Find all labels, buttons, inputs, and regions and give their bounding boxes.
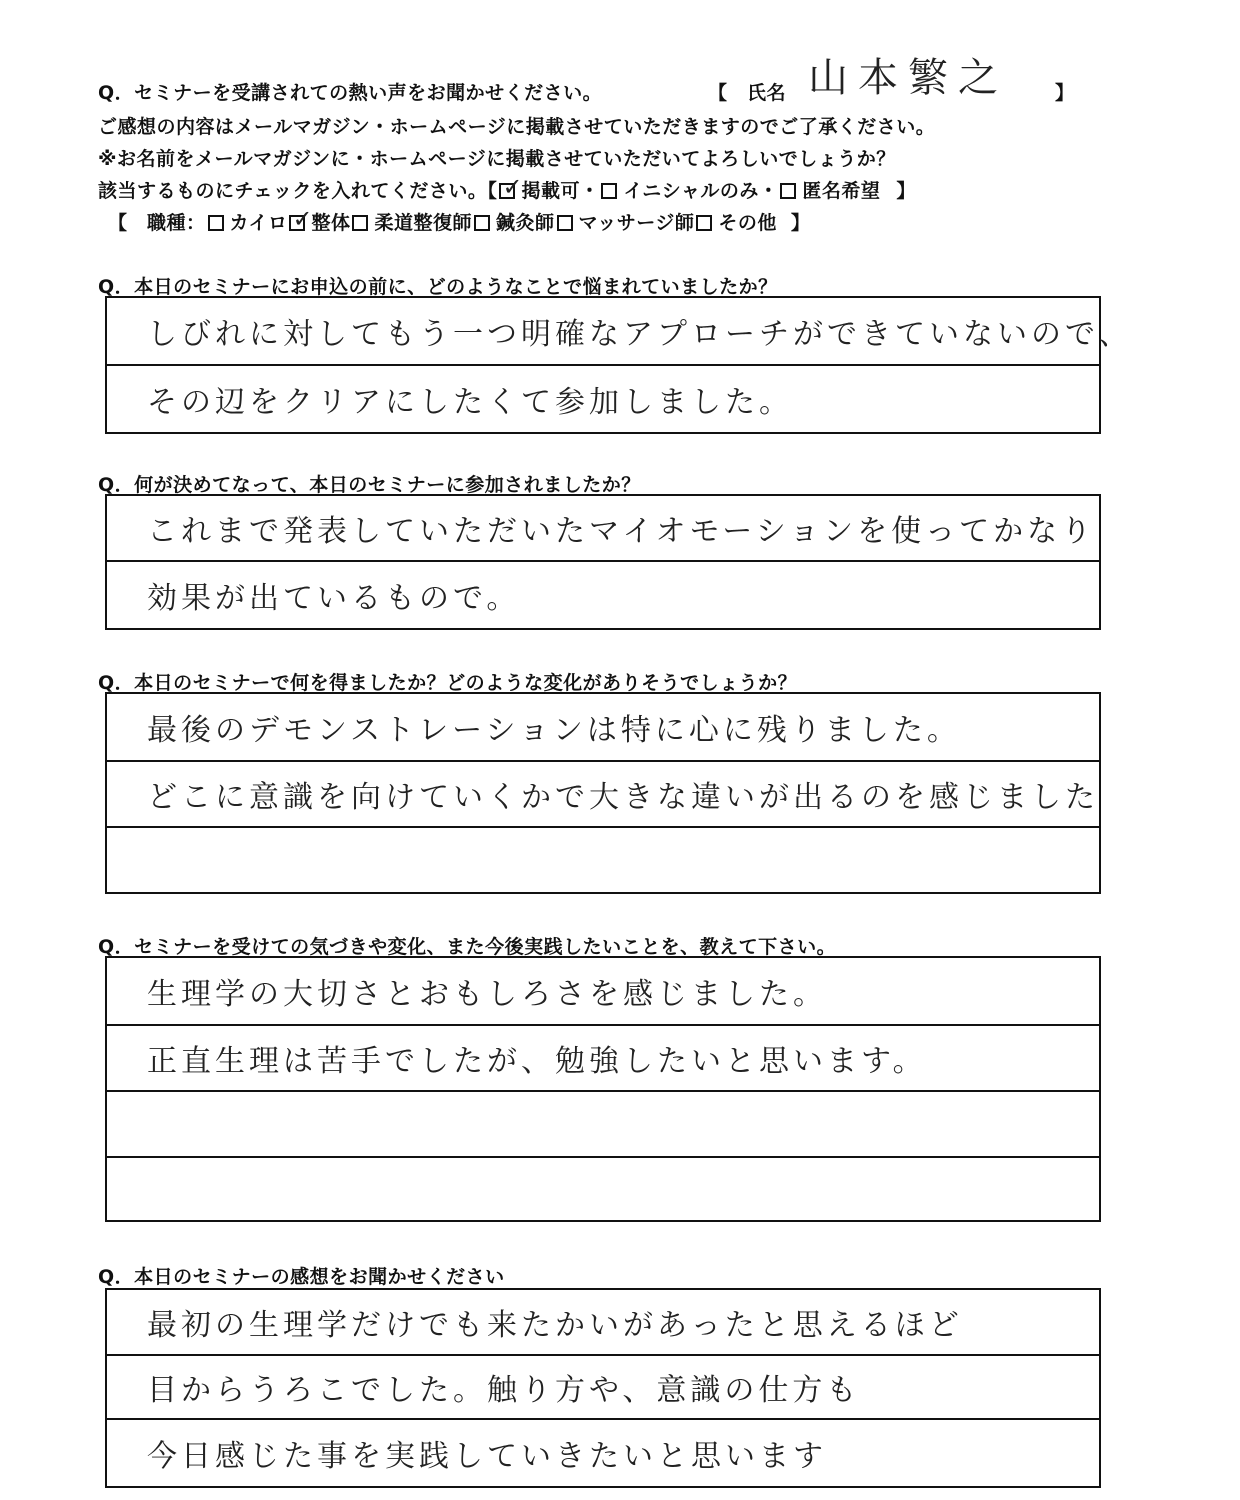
occupation-suffix: 】 [790, 212, 811, 234]
seitai-checkbox[interactable] [289, 215, 305, 231]
answer-text: 生理学の大切さとおもしろさを感じました。 [147, 977, 827, 1012]
other-label: その他 [718, 212, 777, 234]
answer-line[interactable] [107, 1356, 1099, 1420]
answer-line[interactable] [107, 1026, 1099, 1092]
answer-text: 目からうろこでした。触り方や、意識の仕方も [147, 1373, 861, 1408]
occupation-prefix: 【 職種： [108, 212, 206, 234]
answer-line[interactable] [107, 1420, 1099, 1486]
initial-checkbox[interactable] [601, 183, 617, 199]
publish-label: 掲載可・ [521, 180, 600, 202]
answer-box-4 [105, 956, 1101, 1222]
answer-line[interactable] [107, 496, 1099, 562]
answer-box-1 [105, 296, 1133, 434]
answer-text: 最初の生理学だけでも来たかいがあったと思えるほど [147, 1308, 963, 1343]
name-close-bracket: 】 [1055, 82, 1075, 104]
name-permission-question: ※お名前をメールマガジンに・ホームページに掲載させていただいてよろしいでしょうか？ [98, 148, 896, 170]
question-5: Q．本日のセミナーの感想をお聞かせください [98, 1266, 505, 1288]
answer-box-2 [105, 494, 1101, 630]
shinkyu-checkbox[interactable] [474, 215, 490, 231]
anonymous-checkbox[interactable] [780, 183, 796, 199]
answer-line[interactable] [107, 762, 1099, 828]
answer-text: しびれに対してもう一つ明確なアプローチができていないので、 [147, 317, 1133, 352]
answer-line[interactable] [107, 562, 1099, 628]
answer-text: これまで発表していただいたマイオモーションを使ってかなり [147, 514, 1096, 549]
occupation-options [108, 208, 810, 235]
question-2: Q．何が決めてなって、本日のセミナーに参加されましたか？ [98, 474, 641, 496]
shinkyu-label: 鍼灸師 [495, 212, 555, 234]
answer-line[interactable] [107, 298, 1133, 366]
chiro-checkbox[interactable] [208, 215, 224, 231]
question-1: Q．本日のセミナーにお申込の前に、どのようなことで悩まれていましたか？ [98, 276, 778, 298]
permission-suffix: 】 [896, 180, 916, 202]
answer-text: 効果が出ているもので。 [147, 581, 521, 616]
publish-checkbox[interactable] [499, 183, 515, 199]
answer-line[interactable] [107, 1158, 1099, 1220]
question-3: Q．本日のセミナーで何を得ましたか？どのような変化がありそうでしょうか？ [98, 672, 798, 694]
answer-text: 正直生理は苦手でしたが、勉強したいと思います。 [147, 1044, 927, 1079]
answer-text: 最後のデモンストレーションは特に心に残りました。 [147, 713, 961, 748]
answer-line[interactable] [107, 958, 1099, 1026]
header-question: Q．セミナーを受講されての熱い声をお聞かせください。 [98, 82, 603, 104]
answer-text: その辺をクリアにしたくて参加しました。 [147, 385, 793, 420]
answer-line[interactable] [107, 1092, 1099, 1158]
permission-prefix: 該当するものにチェックを入れてください。【 [98, 180, 498, 202]
name-label: 【 氏名 [708, 82, 787, 104]
answer-text: どこに意識を向けていくかで大きな違いが出るのを感じました [147, 780, 1099, 815]
massage-checkbox[interactable] [557, 215, 573, 231]
answer-box-3 [105, 692, 1101, 894]
answer-line[interactable] [107, 1290, 1099, 1356]
question-4: Q．セミナーを受けての気づきや変化、また今後実践したいことを、教えて下さい。 [98, 936, 837, 958]
other-checkbox[interactable] [696, 215, 712, 231]
chiro-label: カイロ [229, 212, 288, 234]
judo-checkbox[interactable] [352, 215, 368, 231]
name-signature: 山本繁之 [808, 55, 1008, 101]
publish-notice: ご感想の内容はメールマガジン・ホームページに掲載させていただきますのでご了承ください。 [98, 116, 936, 138]
answer-line[interactable] [107, 828, 1099, 892]
answer-box-5 [105, 1288, 1101, 1488]
massage-label: マッサージ師 [578, 212, 695, 234]
anonymous-label: 匿名希望 [802, 180, 881, 202]
seitai-label: 整体 [311, 212, 351, 234]
answer-line[interactable] [107, 694, 1099, 762]
answer-line[interactable] [107, 366, 1099, 432]
permission-options [98, 176, 916, 203]
answer-text: 今日感じた事を実践していきたいと思います [147, 1439, 827, 1474]
initial-label: イニシャルのみ・ [623, 180, 779, 202]
judo-label: 柔道整復師 [374, 212, 472, 234]
